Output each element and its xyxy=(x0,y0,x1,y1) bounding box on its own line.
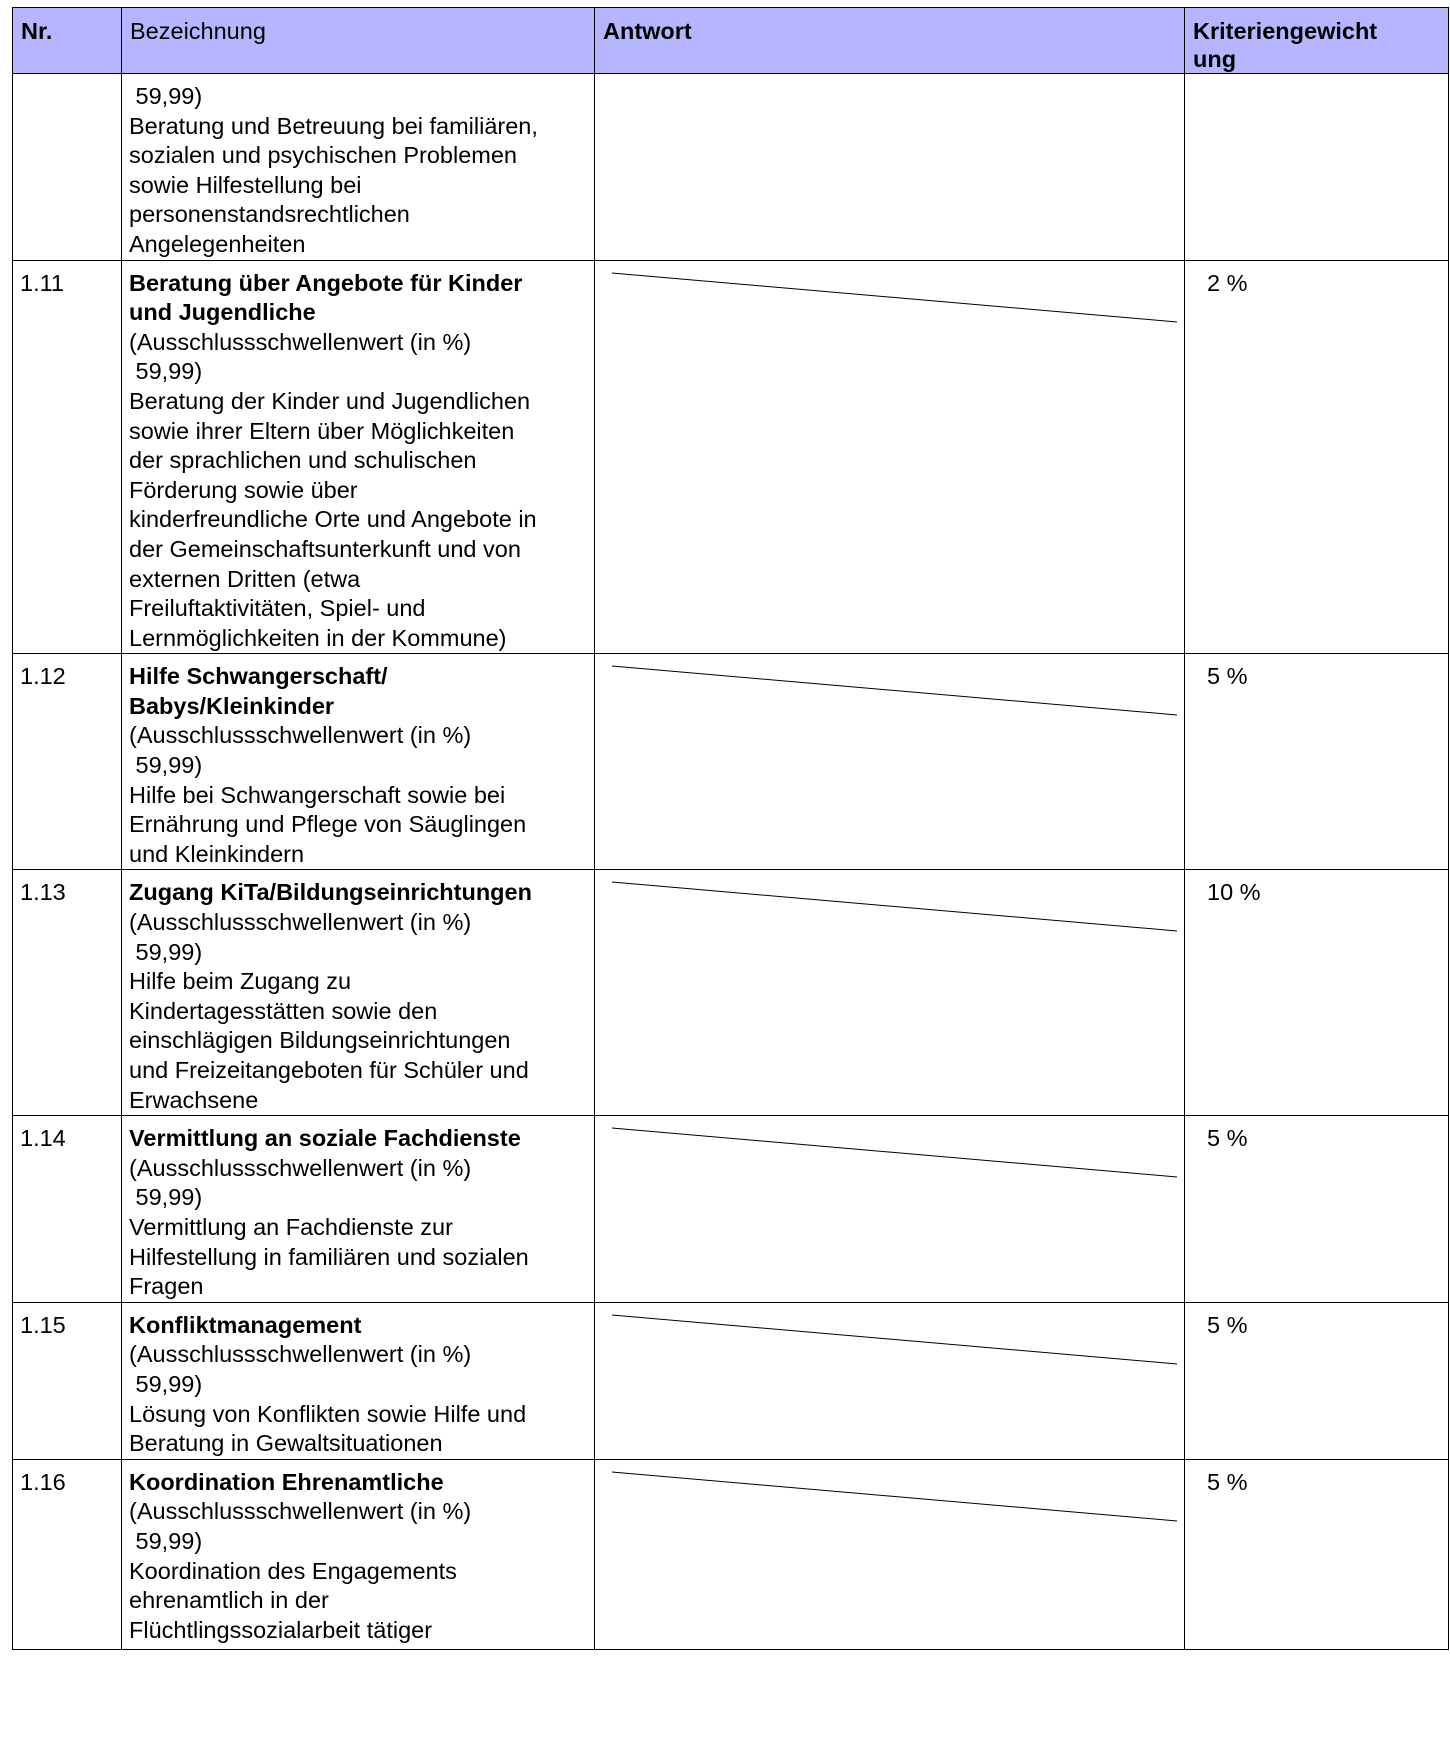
cell-antwort xyxy=(595,260,1185,654)
cell-kriteriengewichtung xyxy=(1185,1459,1449,1649)
criterion-text-line: externen Dritten (etwa xyxy=(129,565,361,592)
cell-antwort xyxy=(595,1302,1185,1459)
table-row xyxy=(13,654,1449,870)
criterion-text-line: 59,99) xyxy=(129,358,203,385)
criterion-title-line: Vermittlung an soziale Fachdienste xyxy=(129,1125,521,1152)
row-number: 1.14 xyxy=(20,1125,66,1152)
criterion-text-line: Beratung in Gewaltsituationen xyxy=(129,1430,443,1457)
criterion-text-line: Hilfe bei Schwangerschaft sowie bei xyxy=(129,781,506,808)
criterion-text-line: Hilfe beim Zugang zu xyxy=(129,968,352,995)
criterion-text-line: Kindertagesstätten sowie den xyxy=(129,997,438,1024)
criterion-text-line: (Ausschlussschwellenwert (in %) xyxy=(129,722,472,749)
cell-nr xyxy=(13,1459,122,1649)
cell-kriteriengewichtung xyxy=(1185,654,1449,870)
criterion-text-line: und Freizeitangeboten für Schüler und xyxy=(129,1057,529,1083)
cell-antwort xyxy=(595,1116,1185,1303)
weight-value: 2 % xyxy=(1207,269,1248,296)
cell-bezeichnung xyxy=(122,1302,595,1459)
criterion-title-line: Hilfe Schwangerschaft/ xyxy=(129,663,388,690)
table-row xyxy=(13,1116,1449,1303)
answer-strike-line xyxy=(595,870,1185,950)
criterion-text-line: kinderfreundliche Orte und Angebote in xyxy=(129,506,537,533)
criterion-title-line: Babys/Kleinkinder xyxy=(129,692,335,719)
answer-strike-line xyxy=(595,1460,1185,1540)
cell-antwort xyxy=(595,870,1185,1116)
cell-nr xyxy=(13,260,122,654)
criterion-text-line: 59,99) xyxy=(129,1370,203,1397)
cell-antwort xyxy=(595,654,1185,870)
criterion-text-line: sowie ihrer Eltern über Möglichkeiten xyxy=(129,417,515,444)
cell-antwort xyxy=(595,1459,1185,1649)
criterion-title-line: Koordination Ehrenamtliche xyxy=(129,1468,444,1495)
header-label-line: Kriteriengewicht xyxy=(1193,18,1378,44)
cell-bezeichnung xyxy=(122,74,595,261)
cell-antwort xyxy=(595,74,1185,261)
criterion-text-line: einschlägigen Bildungseinrichtungen xyxy=(129,1027,511,1054)
criterion-text-line: Freiluftaktivitäten, Spiel- und xyxy=(129,595,426,622)
criterion-text-line: sowie Hilfestellung bei xyxy=(129,171,362,198)
strike-line xyxy=(612,273,1177,322)
criterion-text-line: personenstandsrechtlichen xyxy=(129,201,410,228)
criterion-text-line: (Ausschlussschwellenwert (in %) xyxy=(129,1154,472,1181)
cell-nr xyxy=(13,1116,122,1303)
weight-value: 5 % xyxy=(1207,1125,1248,1152)
answer-strike-line xyxy=(595,1116,1185,1196)
criterion-text-line: Beratung der Kinder und Jugendlichen xyxy=(129,387,531,414)
criterion-text-line: 59,99) xyxy=(129,752,203,779)
row-number: 1.16 xyxy=(20,1468,66,1495)
criterion-title-line: Zugang KiTa/Bildungseinrichtungen xyxy=(129,879,532,906)
criterion-text-line: (Ausschlussschwellenwert (in %) xyxy=(129,328,472,355)
criterion-text-line: ehrenamtlich in der xyxy=(129,1587,329,1614)
cell-bezeichnung xyxy=(122,1116,595,1303)
criterion-text-line: und Kleinkindern xyxy=(129,840,305,867)
criterion-text-line: Lösung von Konflikten sowie Hilfe und xyxy=(129,1400,527,1427)
table-row xyxy=(13,870,1449,1116)
criterion-text-line: (Ausschlussschwellenwert (in %) xyxy=(129,1498,472,1525)
cell-nr xyxy=(13,1302,122,1459)
criterion-text-line: Vermittlung an Fachdienste zur xyxy=(129,1213,453,1240)
criterion-text-line: der Gemeinschaftsunterkunft und von xyxy=(129,535,521,562)
criterion-text-line: Ernährung und Pflege von Säuglingen xyxy=(129,811,527,838)
row-number xyxy=(13,74,121,82)
cell-kriteriengewichtung xyxy=(1185,260,1449,654)
criterion-text-line: 59,99) xyxy=(129,938,203,965)
criterion-text-line: Koordination des Engagements xyxy=(129,1557,457,1584)
criteria-table xyxy=(12,7,1449,1650)
row-number: 1.13 xyxy=(20,879,66,906)
cell-nr xyxy=(13,654,122,870)
criterion-title-line: und Jugendliche xyxy=(129,299,316,326)
header-label-line: ung xyxy=(1193,46,1237,72)
weight-value: 5 % xyxy=(1207,1311,1248,1338)
column-header-bezeichnung: Bezeichnung xyxy=(122,8,595,74)
weight-value: 5 % xyxy=(1207,1468,1248,1495)
row-number: 1.12 xyxy=(20,663,66,690)
criterion-text-line: der sprachlichen und schulischen xyxy=(129,447,477,474)
weight-value: 10 % xyxy=(1207,879,1261,906)
criterion-text-line: (Ausschlussschwellenwert (in %) xyxy=(129,1341,472,1368)
weight-value xyxy=(1185,74,1448,82)
criterion-text-line: 59,99) xyxy=(129,1527,203,1554)
strike-line xyxy=(612,666,1177,715)
criterion-text-line: Förderung sowie über xyxy=(129,476,358,503)
criterion-text-line: Hilfestellung in familiären und sozialen xyxy=(129,1243,529,1270)
cell-kriteriengewichtung xyxy=(1185,870,1449,1116)
criterion-text-line: (Ausschlussschwellenwert (in %) xyxy=(129,909,472,936)
criterion-text-line: 59,99) xyxy=(129,83,203,109)
criterion-text-line: Erwachsene xyxy=(129,1086,259,1113)
column-header-kriteriengewichtung xyxy=(1185,8,1449,74)
weight-value: 5 % xyxy=(1207,663,1248,690)
cell-bezeichnung xyxy=(122,870,595,1116)
table-row xyxy=(13,1459,1449,1649)
criterion-text-line: Fragen xyxy=(129,1273,204,1300)
table-row xyxy=(13,1302,1449,1459)
criterion-text-line: Lernmöglichkeiten in der Kommune) xyxy=(129,624,507,651)
answer-strike-line xyxy=(595,261,1185,341)
criterion-text-line: sozialen und psychischen Problemen xyxy=(129,142,517,169)
column-header-antwort: Antwort xyxy=(595,8,1185,74)
cell-nr xyxy=(13,870,122,1116)
table-row xyxy=(13,260,1449,654)
strike-line xyxy=(612,1315,1177,1364)
cell-kriteriengewichtung xyxy=(1185,74,1449,261)
strike-line xyxy=(612,1128,1177,1177)
row-number: 1.11 xyxy=(20,269,64,296)
criterion-title-line: Beratung über Angebote für Kinder xyxy=(129,269,523,296)
cell-bezeichnung xyxy=(122,654,595,870)
column-header-nr: Nr. xyxy=(13,8,122,74)
strike-line xyxy=(612,882,1177,931)
header-row xyxy=(13,8,1449,74)
criterion-text-line: 59,99) xyxy=(129,1184,203,1211)
criterion-text-line: Flüchtlingssozialarbeit tätiger xyxy=(129,1616,433,1643)
cell-bezeichnung xyxy=(122,1459,595,1649)
row-number: 1.15 xyxy=(20,1311,66,1338)
cell-kriteriengewichtung xyxy=(1185,1302,1449,1459)
cell-nr xyxy=(13,74,122,261)
answer-strike-line xyxy=(595,1303,1185,1383)
cell-bezeichnung xyxy=(122,260,595,654)
cell-kriteriengewichtung xyxy=(1185,1116,1449,1303)
criterion-text-line: Angelegenheiten xyxy=(129,230,306,257)
table-row xyxy=(13,74,1449,261)
criterion-text-line: Beratung und Betreuung bei familiären, xyxy=(129,112,538,139)
strike-line xyxy=(612,1472,1177,1521)
answer-strike-line xyxy=(595,654,1185,734)
criterion-title-line: Konfliktmanagement xyxy=(129,1311,362,1338)
